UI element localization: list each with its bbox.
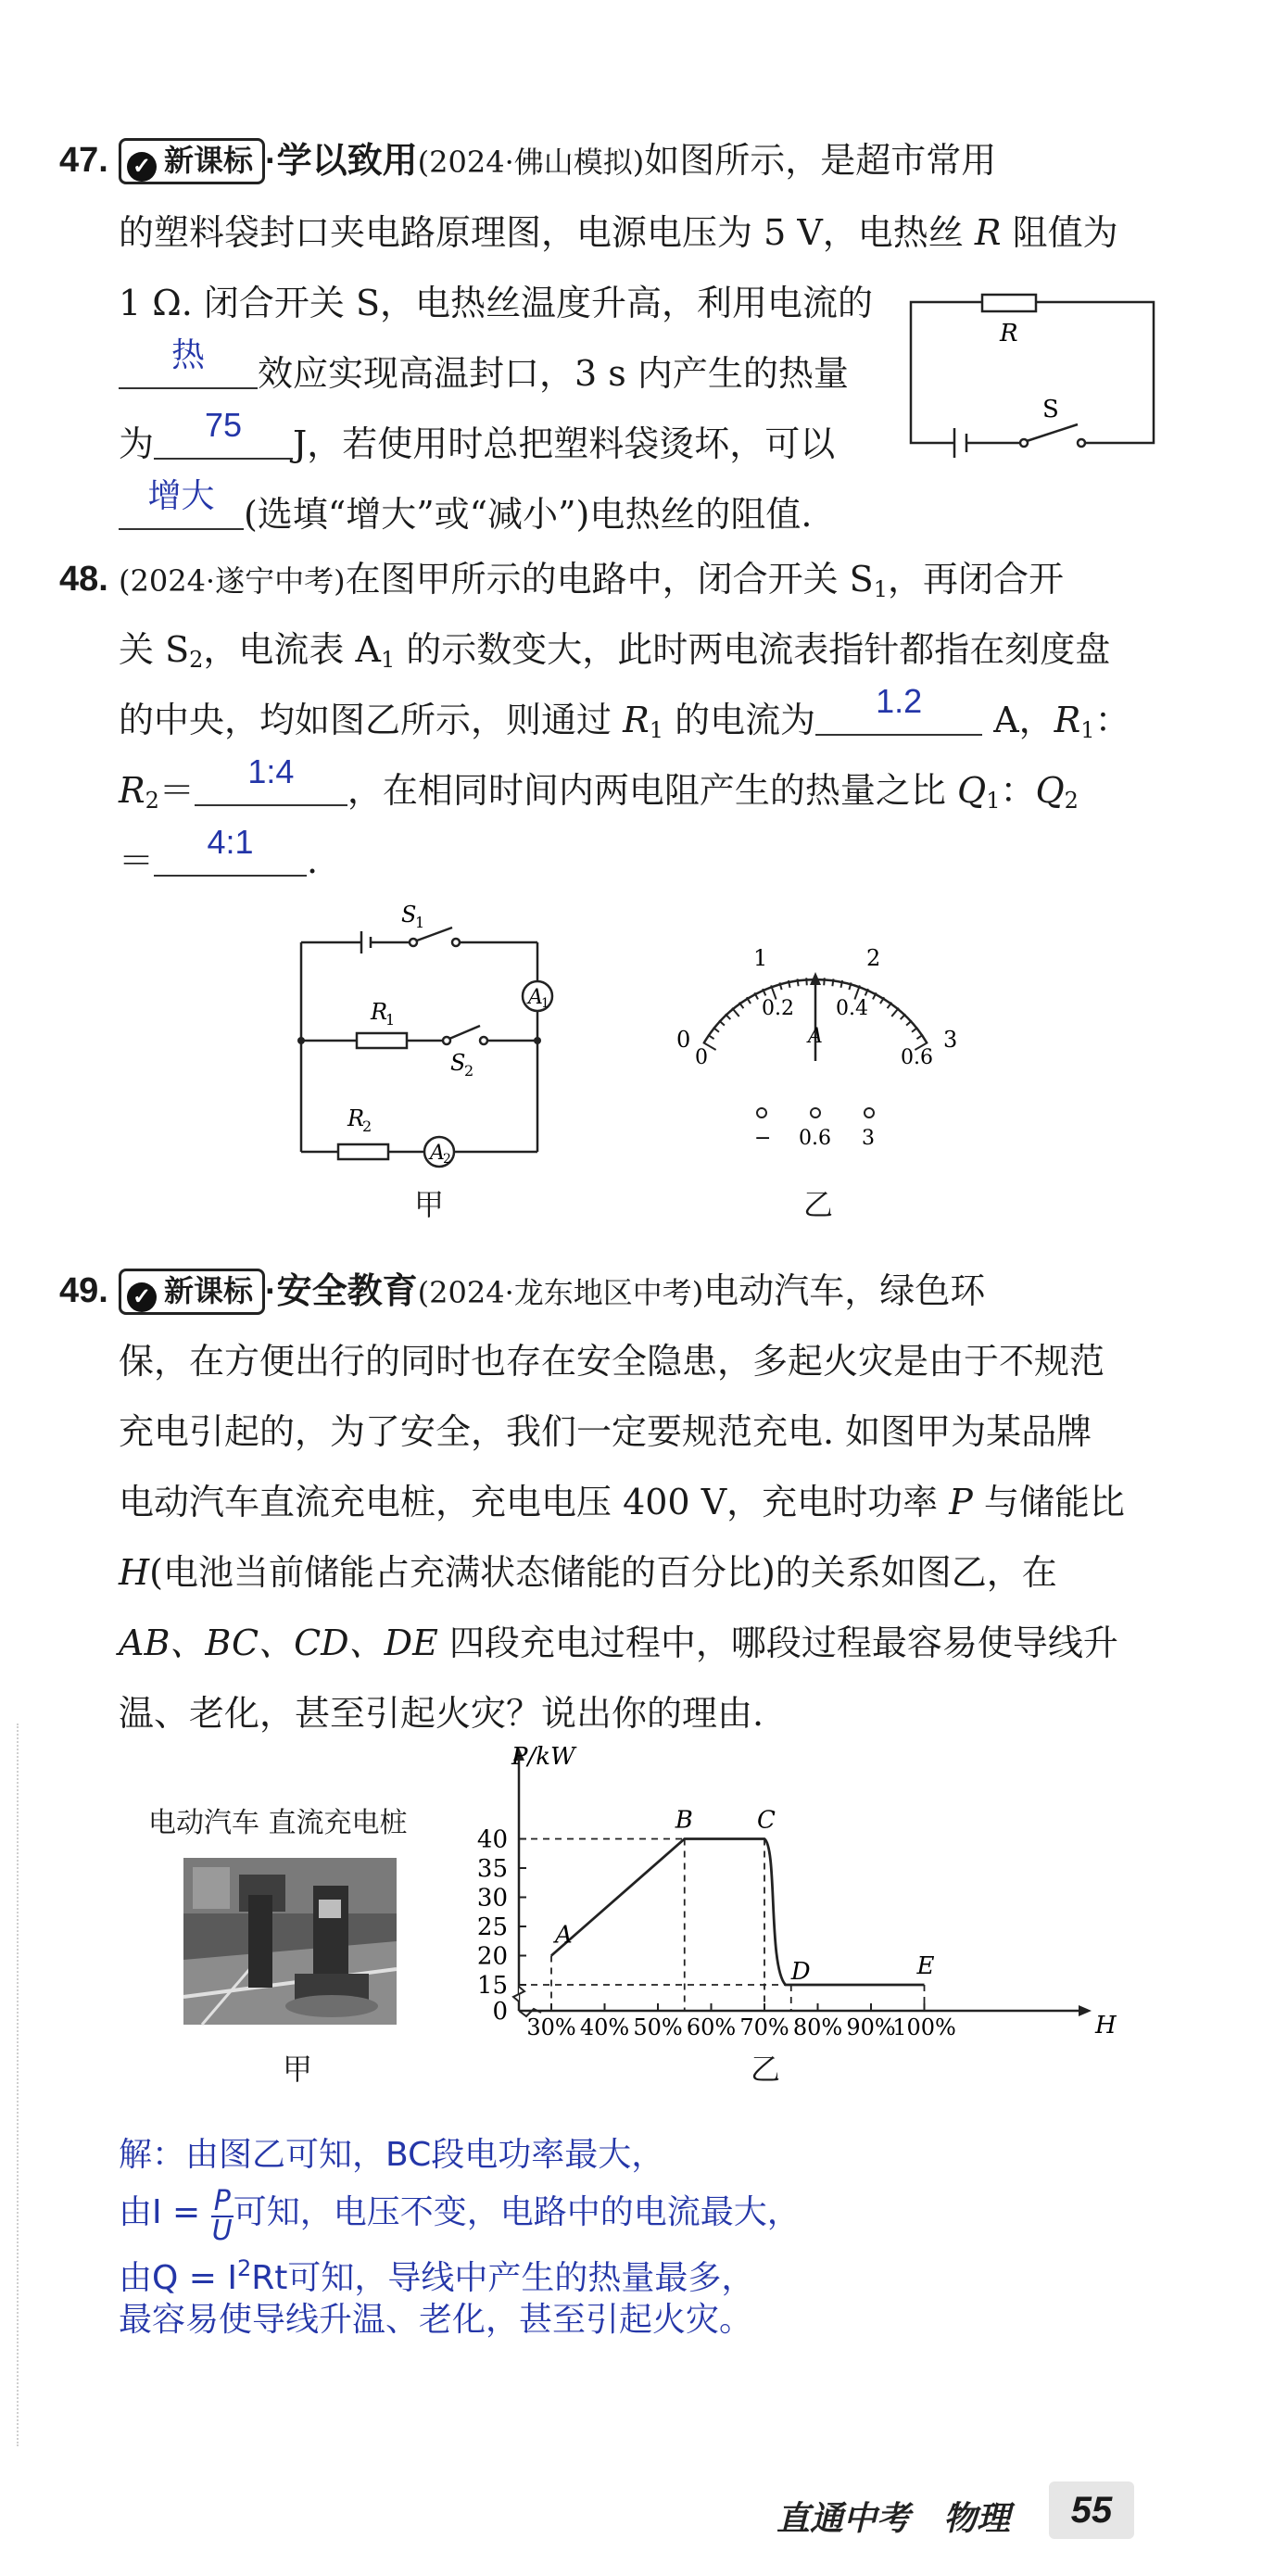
q49-charging-photo bbox=[183, 1858, 397, 2025]
q47-line-4: 热 效应实现高温封口，3 s 内产生的热量 bbox=[119, 350, 849, 397]
q47-line-6: 增大 (选填“增大”或“减小”)电热丝的阻值. bbox=[119, 491, 812, 537]
dial-tick bbox=[824, 978, 825, 985]
q48-answer-1: 1.2 bbox=[876, 682, 923, 720]
q48-answer-3: 4:1 bbox=[207, 823, 254, 861]
solution-fraction: $\frac{P}{U}$ bbox=[211, 2185, 233, 2247]
power-series-line bbox=[551, 1839, 925, 1986]
q48-number: 48. bbox=[59, 560, 108, 599]
q48-s2-label: S bbox=[450, 1050, 466, 1076]
point-label-c: C bbox=[757, 1806, 776, 1835]
dial-tick bbox=[891, 1008, 899, 1017]
y-tick-label: 30 bbox=[476, 1884, 508, 1913]
q49-source: (2024·龙东地区中考) bbox=[417, 1275, 704, 1310]
svg-text:2: 2 bbox=[464, 1062, 474, 1080]
terminal-3: 3 bbox=[862, 1127, 875, 1150]
x-tick-label: 70% bbox=[739, 2014, 789, 2040]
dial-inner-0: 0 bbox=[695, 1046, 708, 1069]
q48-a2-label: A bbox=[430, 1142, 445, 1165]
q47-line-5: 为 75 J，若使用时总把塑料袋烫坏，可以 bbox=[119, 421, 835, 467]
q47-line-2: 的塑料袋封口夹电路原理图，电源电压为 5 V，电热丝 R 阻值为 bbox=[119, 212, 1118, 253]
q47-line-3: 1 Ω. 闭合开关 S，电热丝温度升高，利用电流的 bbox=[119, 283, 874, 323]
terminal-0-6: 0.6 bbox=[799, 1127, 831, 1150]
q47-circuit-r-label: R bbox=[1000, 320, 1018, 347]
dial-tick bbox=[832, 979, 833, 986]
x-tick-label: 100% bbox=[892, 2014, 956, 2040]
dial-inner-1: 0.2 bbox=[762, 997, 794, 1020]
solution-line-1: 解：由图乙可知，BC段电功率最大， bbox=[119, 2136, 665, 2174]
svg-text:1: 1 bbox=[541, 996, 549, 1011]
dial-tick bbox=[806, 978, 807, 985]
q48-figure-yi-caption: 乙 bbox=[803, 1187, 834, 1222]
q48-line-4: $R_2=$ 1:4 ，在相同时间内两电阻产生的热量之比 $Q_1$：$Q_2$ bbox=[119, 767, 1079, 824]
q47-blank-3 bbox=[119, 476, 244, 530]
q49-power-chart bbox=[445, 1742, 1117, 2048]
q49-photo-caption: 电动汽车 直流充电桩 bbox=[148, 1807, 408, 1839]
y-tick-label: 20 bbox=[476, 1942, 508, 1971]
dial-outer-2: 2 bbox=[866, 945, 881, 971]
q48-line-5: ＝ 4:1 . bbox=[119, 838, 318, 884]
check-circle-icon: ✓ bbox=[127, 1282, 157, 1312]
q49-line-4: 电动汽车直流充电桩，充电电压 400 V，充电时功率 P 与储能比 bbox=[119, 1482, 1125, 1522]
q49-line-7: 温、老化，甚至引起火灾？说出你的理由. bbox=[119, 1693, 764, 1734]
q48-r1-label: R bbox=[371, 999, 388, 1025]
q47-number: 47. bbox=[59, 141, 108, 180]
q48-ammeter-dial bbox=[658, 931, 973, 1154]
footer-book-title: 直通中考 物理 bbox=[776, 2500, 1011, 2538]
page-number: 55 bbox=[1049, 2481, 1134, 2539]
q49-number: 49. bbox=[59, 1271, 108, 1310]
q49-line-6: AB、BC、CD、DE 四段充电过程中，哪段过程最容易使导线升 bbox=[119, 1623, 1118, 1663]
point-label-d: D bbox=[790, 1958, 811, 1986]
x-tick-label: 60% bbox=[686, 2014, 737, 2040]
q47-source: (2024·佛山模拟) bbox=[417, 145, 645, 180]
solution-line-3: 由$Q = I^2Rt$可知，导线中产生的热量最多， bbox=[119, 2255, 755, 2297]
q47-circuit-s-label: S bbox=[1042, 396, 1059, 423]
q47-answer-3: 增大 bbox=[147, 476, 215, 514]
q48-r2-label: R bbox=[347, 1105, 365, 1131]
dial-a-label: A bbox=[808, 1025, 823, 1048]
q49-line-5: H(电池当前储能占充满状态储能的百分比)的关系如图乙，在 bbox=[119, 1552, 1057, 1593]
y-tick-label: 35 bbox=[476, 1855, 508, 1883]
q48-figure-jia-caption: 甲 bbox=[414, 1187, 445, 1222]
q47-line-1: ✓ 新课标 ·学以致用(2024·佛山模拟)如图所示，是超市常用 bbox=[119, 137, 996, 185]
x-tick-label: 30% bbox=[526, 2014, 576, 2040]
q49-badge: ✓ 新课标 bbox=[119, 1269, 265, 1315]
y-axis-break bbox=[513, 1987, 524, 2001]
dial-outer-3: 3 bbox=[943, 1027, 958, 1053]
dial-outer-1: 1 bbox=[753, 945, 768, 971]
q47-badge: ✓ 新课标 bbox=[119, 138, 265, 184]
q48-source: (2024·遂宁中考) bbox=[119, 563, 346, 599]
q47-circuit-diagram bbox=[903, 295, 1181, 461]
svg-text:1: 1 bbox=[415, 914, 425, 931]
q48-blank-2 bbox=[195, 752, 347, 806]
dial-tick bbox=[798, 979, 799, 986]
point-label-e: E bbox=[916, 1952, 935, 1980]
point-label-a: A bbox=[555, 1921, 573, 1950]
y-tick-label: 0 bbox=[492, 1998, 508, 2026]
point-label-b: B bbox=[675, 1806, 693, 1835]
q48-circuit-diagram bbox=[287, 903, 547, 1172]
q49-tag: ·安全教育 bbox=[265, 1272, 418, 1311]
q47-answer-2: 75 bbox=[204, 406, 243, 444]
q49-figure-yi-caption: 乙 bbox=[751, 2052, 781, 2087]
q47-blank-2 bbox=[154, 406, 293, 460]
q48-a1-label: A bbox=[528, 986, 543, 1009]
x-tick-label: 80% bbox=[792, 2014, 843, 2040]
q49-line-3: 充电引起的，为了安全，我们一定要规范充电. 如图甲为某品牌 bbox=[119, 1411, 1092, 1452]
solution-line-2: 由I = $\frac{P}{U}$ 可知，电压不变，电路中的电流最大， bbox=[119, 2185, 801, 2247]
dial-outer-0: 0 bbox=[676, 1027, 691, 1053]
y-tick-label: 25 bbox=[476, 1913, 508, 1941]
dial-inner-2: 0.4 bbox=[836, 997, 868, 1020]
svg-text:2: 2 bbox=[443, 1152, 451, 1167]
q48-line-2: 关 $S_2$，电流表 $A_1$ 的示数变大，此时两电流表指针都指在刻度盘 bbox=[119, 629, 1111, 673]
q48-line-1: (2024·遂宁中考)在图甲所示的电路中，闭合开关 $S_1$，再闭合开 bbox=[119, 559, 1065, 602]
x-axis-arrow bbox=[1079, 2005, 1092, 2016]
x-axis-label: H bbox=[1095, 2012, 1117, 2039]
q49-line-1: ✓ 新课标 ·安全教育(2024·龙东地区中考)电动汽车，绿色环 bbox=[119, 1268, 985, 1316]
x-tick-label: 50% bbox=[633, 2014, 683, 2040]
q49-figure-jia-caption: 甲 bbox=[283, 2052, 313, 2087]
q48-blank-3 bbox=[154, 823, 307, 877]
q48-s1-label: S bbox=[401, 902, 417, 928]
dial-tick bbox=[732, 1008, 739, 1017]
x-tick-label: 40% bbox=[579, 2014, 630, 2040]
margin-divider bbox=[17, 1724, 19, 2446]
solution-line-4: 最容易使导线升温、老化，甚至引起火灾。 bbox=[119, 2301, 753, 2339]
q47-blank-1 bbox=[119, 335, 258, 389]
y-tick-label: 40 bbox=[476, 1825, 508, 1854]
x-tick-label: 90% bbox=[846, 2014, 896, 2040]
q47-answer-1: 热 bbox=[170, 335, 205, 373]
svg-text:1: 1 bbox=[385, 1011, 396, 1029]
q47-tag: ·学以致用 bbox=[265, 142, 418, 181]
q48-line-3: 的中央，均如图乙所示，则通过 $R_1$ 的电流为 1.2 A，$R_1$： bbox=[119, 697, 1130, 753]
y-axis-label: P/kW bbox=[511, 1743, 575, 1771]
terminal-minus: − bbox=[754, 1127, 772, 1150]
q48-answer-2: 1:4 bbox=[247, 752, 295, 790]
q49-line-2: 保，在方便出行的同时也存在安全隐患，多起火灾是由于不规范 bbox=[119, 1341, 1105, 1382]
q48-blank-1 bbox=[815, 682, 982, 736]
y-tick-label: 15 bbox=[476, 1972, 508, 2000]
dial-inner-3: 0.6 bbox=[901, 1046, 933, 1069]
check-circle-icon: ✓ bbox=[127, 152, 157, 182]
svg-text:2: 2 bbox=[362, 1118, 372, 1135]
